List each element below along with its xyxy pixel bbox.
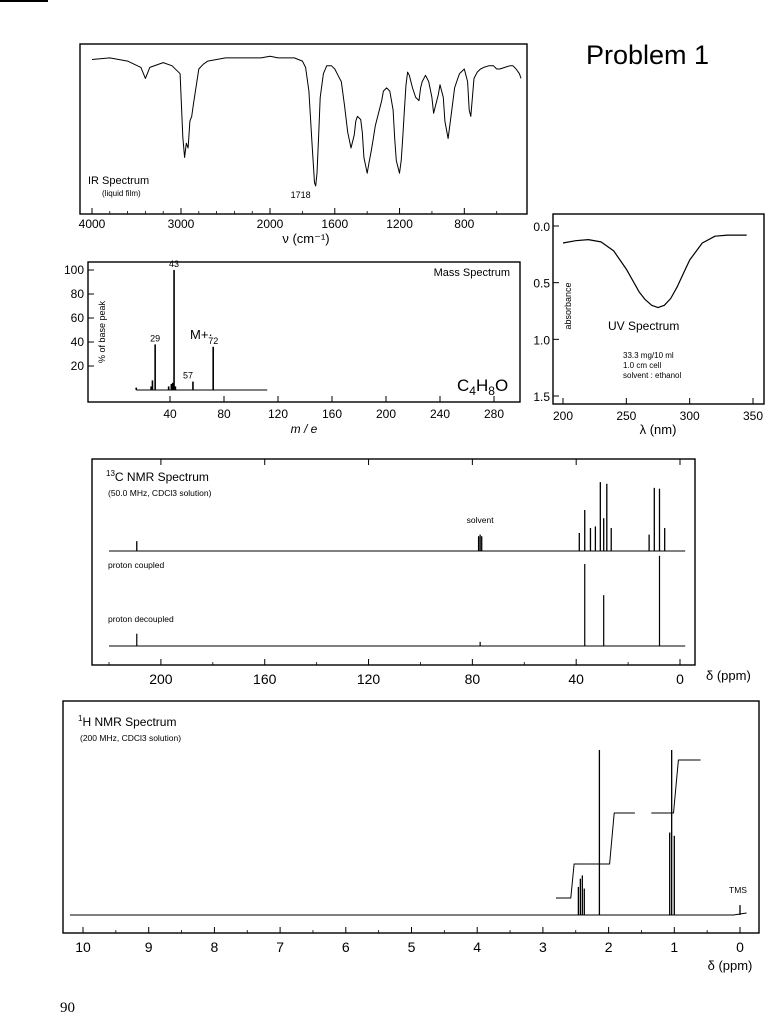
h1-x-tick-label: 3	[539, 939, 547, 955]
h1-subtitle: (200 MHz, CDCl3 solution)	[80, 733, 182, 743]
c13-x-tick-label: 80	[464, 671, 481, 687]
c13-x-axis-label: δ (ppm)	[706, 668, 751, 683]
uv-condition-0: 33.3 mg/10 ml	[623, 351, 674, 360]
ms-x-axis-label: m / e	[290, 422, 318, 436]
ms-x-tick-label: 240	[429, 407, 451, 421]
h1-tms-label: TMS	[729, 885, 747, 895]
c13-coupled-label: proton coupled	[108, 560, 165, 570]
formula-element: H	[475, 376, 489, 395]
page-number: 90	[60, 1000, 75, 1016]
page-title: Problem 1	[586, 40, 710, 70]
ms-x-tick-label: 40	[163, 407, 177, 421]
ms-x-tick-label: 80	[217, 407, 231, 421]
ir-x-tick-label: 4000	[78, 217, 106, 231]
h1-title	[78, 714, 176, 729]
c13-subtitle: (50.0 MHz, CDCl3 solution)	[108, 488, 212, 498]
h1-x-tick-label: 7	[276, 939, 284, 955]
uv-x-tick-label: 300	[679, 409, 700, 423]
c13-decoupled-label: proton decoupled	[108, 614, 174, 624]
h1-baseline	[70, 913, 747, 915]
h1-x-tick-label: 9	[144, 939, 153, 955]
c13-x-tick-label: 160	[253, 671, 277, 687]
h1-x-tick-label: 5	[407, 939, 416, 955]
c13-title-superscript: 13	[106, 469, 115, 478]
h1-title-text: H NMR Spectrum	[82, 715, 177, 729]
ms-formula	[457, 376, 508, 398]
c13-x-tick-label: 200	[149, 671, 173, 687]
c13-x-tick-label: 0	[676, 671, 684, 687]
c13-x-tick-label: 40	[568, 671, 584, 687]
uv-y-axis-label: absorbance	[563, 282, 573, 330]
c13-solvent-label: solvent	[466, 515, 494, 525]
ms-peak-label-29: 29	[150, 333, 161, 344]
ms-molecular-ion-label: M+·	[190, 327, 213, 342]
ms-x-tick-label: 160	[321, 407, 343, 421]
formula-subscript: 4	[469, 384, 476, 398]
c13-title-text: C NMR Spectrum	[114, 470, 209, 484]
ir-x-tick-label: 3000	[167, 217, 195, 231]
h1-integral-segment	[589, 813, 635, 864]
ir-spectrum-line	[92, 56, 521, 186]
ir-annotation-1718: 1718	[290, 190, 311, 200]
uv-x-tick-label: 250	[616, 409, 637, 423]
h1-x-axis-label: δ (ppm)	[707, 958, 753, 973]
ms-y-tick-label: 20	[70, 359, 84, 373]
uv-title: UV Spectrum	[608, 319, 680, 333]
ms-x-tick-label: 280	[483, 407, 505, 421]
uv-y-tick-label: 1.0	[533, 333, 550, 348]
ms-peak-label-57: 57	[182, 370, 193, 381]
formula-element: C	[457, 376, 470, 395]
h1-x-tick-label: 6	[341, 939, 350, 955]
ir-x-axis-label: ν (cm⁻¹)	[282, 231, 330, 246]
ms-y-tick-label: 80	[70, 287, 84, 301]
uv-y-tick-label: 0.0	[533, 220, 550, 234]
ir-frame	[80, 44, 527, 214]
ir-title: IR Spectrum	[88, 175, 150, 187]
uv-x-tick-label: 200	[552, 409, 574, 423]
ir-subtitle: (liquid film)	[102, 189, 141, 198]
c13-x-tick-label: 120	[356, 671, 381, 687]
ms-y-tick-label: 100	[63, 263, 84, 277]
uv-condition-2: solvent : ethanol	[623, 371, 682, 380]
h1-x-tick-label: 8	[210, 939, 219, 955]
formula-subscript: 8	[488, 384, 495, 398]
uv-y-tick-label: 1.5	[533, 390, 550, 404]
ms-y-tick-label: 60	[70, 311, 84, 325]
h1-integral-segment	[651, 760, 700, 813]
ms-title: Mass Spectrum	[433, 267, 510, 279]
ir-x-tick-label: 1200	[386, 217, 413, 231]
ms-peak-label-72: 72	[208, 335, 219, 346]
h1-title-superscript: 1	[78, 714, 83, 723]
ir-x-tick-label: 2000	[256, 217, 284, 231]
ms-x-tick-label: 200	[375, 407, 397, 421]
ms-x-tick-label: 120	[267, 407, 289, 421]
uv-x-axis-label: λ (nm)	[639, 422, 677, 437]
uv-x-tick-label: 350	[742, 409, 764, 423]
h1-x-tick-label: 2	[604, 939, 613, 955]
ms-y-axis-label: % of base peak	[97, 300, 107, 364]
c13-title	[106, 469, 209, 484]
ir-x-tick-label: 1600	[321, 217, 349, 231]
h1-x-tick-label: 1	[670, 939, 679, 955]
ms-y-tick-label: 40	[70, 335, 84, 349]
formula-element: O	[494, 376, 509, 395]
h1-x-tick-label: 10	[75, 939, 91, 955]
uv-y-tick-label: 0.5	[533, 276, 550, 291]
ir-x-tick-label: 800	[454, 217, 475, 231]
uv-condition-1: 1.0 cm cell	[623, 361, 662, 370]
ms-peak-label-43: 43	[169, 259, 180, 269]
uv-spectrum-line	[563, 235, 747, 308]
h1-x-tick-label: 0	[736, 939, 744, 955]
h1-x-tick-label: 4	[473, 939, 482, 955]
